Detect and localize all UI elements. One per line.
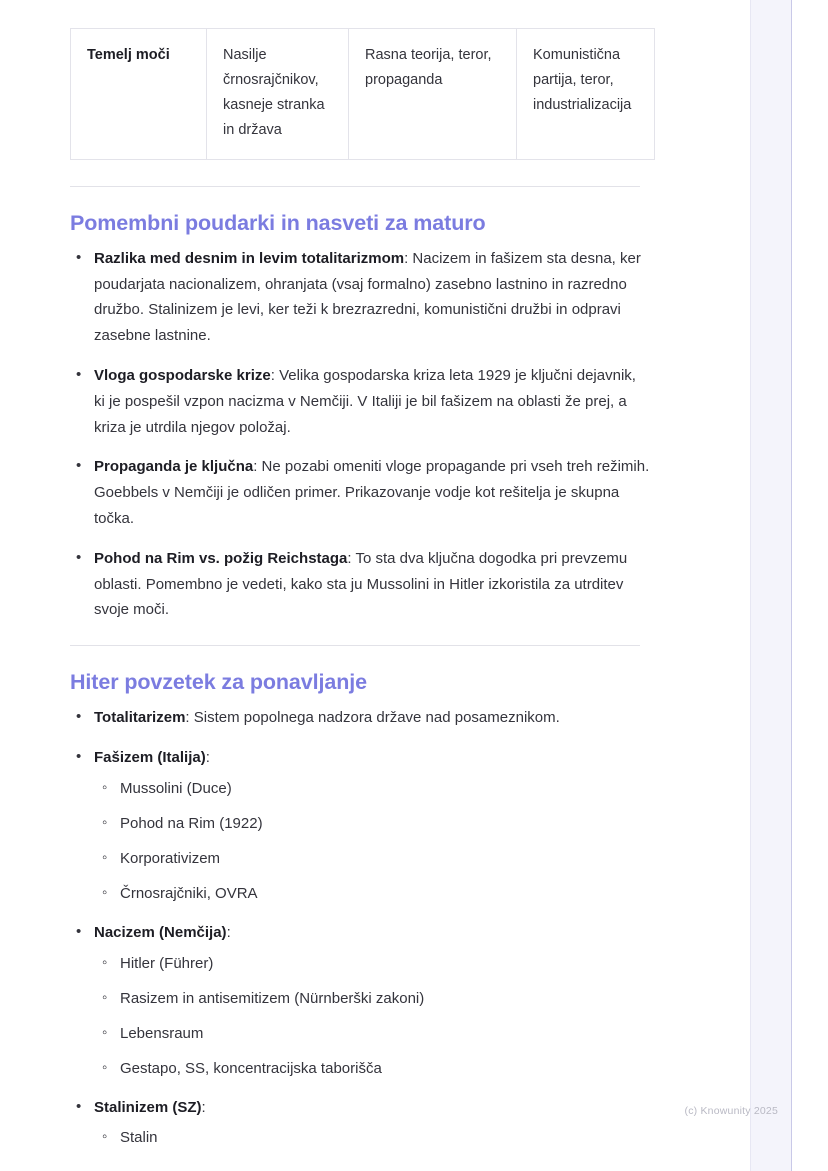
list-item-lead: Propaganda je ključna [94,458,254,476]
page-edge-strip [750,0,828,1171]
list-item-lead: Razlika med desnim in levim totalitarizmom [94,249,405,267]
highlights-list [70,246,650,623]
sublist-item: ◦ Hitler (Führer) [94,952,650,976]
table-cell-fascism: Nasilje črnosrajčnikov, kasneje stranka in država [207,29,349,160]
list-item [70,1095,650,1151]
table-cell-nazism: Rasna teorija, teror, propaganda [349,29,517,160]
list-item-text: : [205,748,210,766]
table-cell-stalinism: Komunistična partija, teror, industrializacija [533,47,632,113]
list-item-text: : Ne pozabi omeniti vloge propagande pri vseh treh režimih. Goebbels v Nemčiji je odličen primer. Prikazovanje vodje kot rešitelja je skupna točka. [94,458,650,527]
list-item-text: : Nacizem in fašizem sta desna, ker poudarjata nacionalizem, ohranjata (vsaj formalno) zasebno lastnino in razredno družbo. Stalinizem je levi, ker teži k brezrazredni, komunistični družbi in odpravi zasebne lastnine. [94,249,641,345]
watermark: (c) Knowunity 2025 [684,1105,778,1117]
table-row-header: Temelj moči [71,29,207,160]
sublist-item: ◦ Gestapo, SS, koncentracijska taborišča [94,1057,650,1081]
list-item-lead: Pohod na Rim vs. požig Reichstaga [94,549,348,567]
list-item [70,363,650,440]
sublist [94,952,650,1081]
sublist-item: ◦ Rasizem in antisemitizem (Nürnberški zakoni) [94,987,650,1011]
list-item [70,454,650,531]
sublist-item: ◦ Pohod na Rim (1922) [94,812,650,836]
list-item [70,246,650,349]
sublist [94,1126,650,1150]
list-item-lead: Stalinizem (SZ) [94,1098,202,1116]
page-edge-segment-bottom [792,602,828,1171]
list-item-text: : [201,1098,206,1116]
section-divider-1 [70,186,640,187]
comparison-table [70,28,655,160]
list-item [70,705,650,731]
sublist-item: ◦ Lebensraum [94,1022,650,1046]
list-item-lead: Nacizem (Nemčija) [94,923,227,941]
list-item-text: : To sta dva ključna dogodka pri prevzemu oblasti. Pomembno je vedeti, kako sta ju Mussolini in Hitler izkoristila za utrditev svoje moči. [94,549,628,619]
page-edge-segment-top [792,0,828,602]
list-item [70,920,650,1081]
list-item-lead: Totalitarizem [94,709,186,727]
sublist-item: ◦ Črnosrajčniki, OVRA [94,882,650,906]
sublist-item: ◦ Stalin [94,1126,650,1150]
list-item-text: : [226,923,231,941]
sublist [94,777,650,906]
section-title-highlights: Pomembni poudarki in nasveti za maturo [70,210,486,235]
sublist-item: ◦ Mussolini (Duce) [94,777,650,801]
section-title-summary: Hiter povzetek za ponavljanje [70,670,367,695]
list-item-text: : Velika gospodarska kriza leta 1929 je ključni dejavnik, ki je pospešil vzpon nacizma v Nemčiji. V Italiji je bil fašizem na oblasti že prej, a kriza je utrdila njegov položaj. [94,366,636,436]
list-item [70,546,650,623]
list-item-lead: Vloga gospodarske krize [94,366,271,384]
document-content [70,0,650,1164]
summary-list [70,705,650,1150]
table-row [71,29,655,160]
page-edge-divider [791,0,792,1171]
sublist-item: ◦ Korporativizem [94,847,650,871]
list-item [70,745,650,906]
list-item-lead: Fašizem (Italija) [94,748,206,766]
list-item-text: : Sistem popolnega nadzora države nad posameznikom. [185,709,560,727]
section-divider-2 [70,645,640,646]
